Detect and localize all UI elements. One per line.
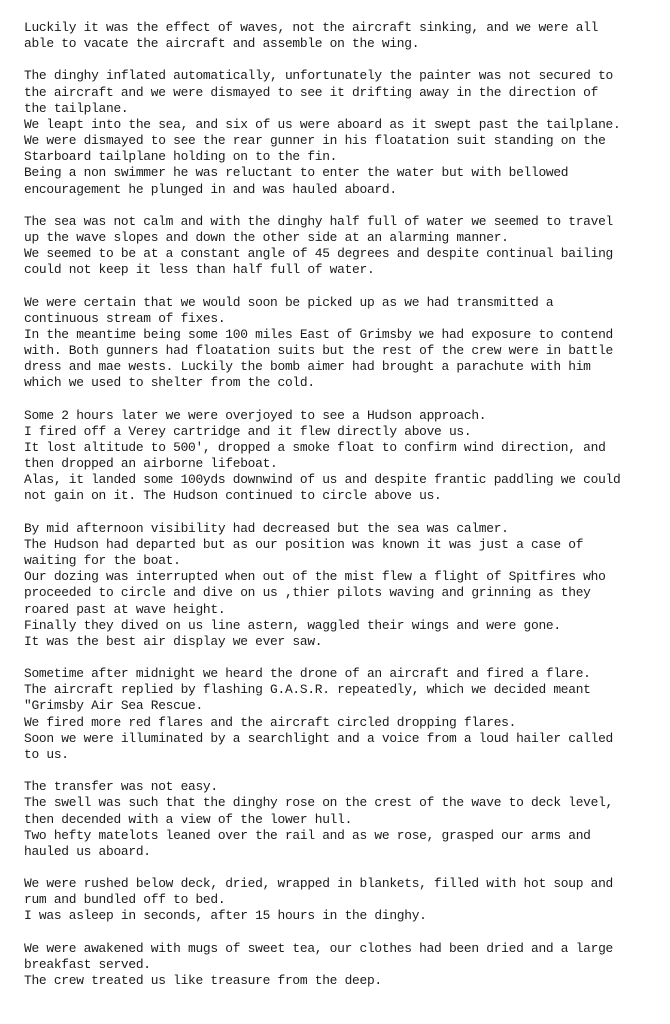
paragraph — [24, 214, 664, 279]
text-line: able to vacate the aircraft and assemble on the wing. — [24, 36, 420, 52]
text-line: encouragement he plunged in and was hauled aboard. — [24, 181, 397, 197]
text-line: proceeded to circle and dive on us ,thier pilots waving and grinning as they — [24, 585, 591, 601]
text-line: In the meantime being some 100 miles East of Grimsby we had exposure to contend — [24, 326, 613, 342]
text-line: which we used to shelter from the cold. — [24, 375, 315, 391]
text-line: with. Both gunners had floatation suits but the rest of the crew were in battle — [24, 343, 613, 359]
paragraph — [24, 521, 664, 650]
text-line: By mid afternoon visibility had decreased but the sea was calmer. — [24, 520, 509, 536]
text-line: waiting for the boat. — [24, 553, 181, 569]
text-line: We were dismayed to see the rear gunner in his floatation suit standing on the — [24, 133, 606, 149]
text-line: The swell was such that the dinghy rose on the crest of the wave to deck level, — [24, 795, 613, 811]
text-line: We were certain that we would soon be picked up as we had transmitted a — [24, 294, 554, 310]
text-line: The dinghy inflated automatically, unfortunately the painter was not secured to — [24, 68, 613, 84]
text-line: Some 2 hours later we were overjoyed to see a Hudson approach. — [24, 407, 487, 423]
text-line: rum and bundled off to bed. — [24, 892, 226, 908]
text-line: then dropped an airborne lifeboat. — [24, 456, 278, 472]
text-line: breakfast served. — [24, 956, 151, 972]
text-line: Soon we were illuminated by a searchlight and a voice from a loud hailer called — [24, 730, 613, 746]
paragraph — [24, 20, 664, 52]
paragraph — [24, 779, 664, 860]
text-line: the aircraft and we were dismayed to see it drifting away in the direction of — [24, 84, 599, 100]
text-line: We were rushed below deck, dried, wrapped in blankets, filled with hot soup and — [24, 876, 613, 892]
text-line: I fired off a Verey cartridge and it flew directly above us. — [24, 423, 472, 439]
text-line: The Hudson had departed but as our position was known it was just a case of — [24, 536, 584, 552]
text-line: could not keep it less than half full of water. — [24, 262, 375, 278]
text-line: Our dozing was interrupted when out of the mist flew a flight of Spitfires who — [24, 569, 606, 585]
text-line: We seemed to be at a constant angle of 45 degrees and despite continual bailing — [24, 246, 613, 262]
text-line: We leapt into the sea, and six of us were aboard as it swept past the tailplane. — [24, 116, 621, 132]
text-line: We fired more red flares and the aircraft circled dropping flares. — [24, 714, 517, 730]
text-line: to us. — [24, 746, 69, 762]
text-line: hauled us aboard. — [24, 843, 151, 859]
text-line: The aircraft replied by flashing G.A.S.R. repeatedly, which we decided meant — [24, 682, 591, 698]
paragraph — [24, 876, 664, 924]
text-line: up the wave slopes and down the other side at an alarming manner. — [24, 230, 509, 245]
text-line: then decended with a view of the lower hull. — [24, 811, 353, 827]
typed-document-page — [24, 20, 664, 1005]
text-line: Alas, it landed some 100yds downwind of us and despite frantic paddling we could — [24, 472, 621, 488]
paragraph — [24, 941, 664, 989]
paragraph — [24, 68, 664, 197]
text-line: The transfer was not easy. — [24, 779, 218, 795]
text-line: Finally they dived on us line astern, waggled their wings and were gone. — [24, 617, 561, 633]
paragraph — [24, 666, 664, 763]
text-line: It lost altitude to 500', dropped a smoke float to confirm wind direction, and — [24, 440, 606, 455]
text-line: dress and mae wests. Luckily the bomb aimer had brought a parachute with him — [24, 359, 591, 375]
text-line: roared past at wave height. — [24, 601, 226, 617]
text-line: We were awakened with mugs of sweet tea, our clothes had been dried and a large — [24, 940, 613, 956]
text-line: It was the best air display we ever saw. — [24, 633, 323, 649]
text-line: Luckily it was the effect of waves, not the aircraft sinking, and we were all — [24, 20, 599, 35]
text-line: continuous stream of fixes. — [24, 310, 226, 326]
text-line: The sea was not calm and with the dinghy half full of water we seemed to travel — [24, 213, 613, 229]
text-line: I was asleep in seconds, after 15 hours in the dinghy. — [24, 908, 427, 924]
text-line: the tailplane. — [24, 100, 129, 116]
paragraph — [24, 295, 664, 392]
paragraph — [24, 408, 664, 505]
text-line: Sometime after midnight we heard the drone of an aircraft and fired a flare. — [24, 666, 591, 682]
text-line: The crew treated us like treasure from the deep. — [24, 973, 382, 989]
text-line: "Grimsby Air Sea Rescue. — [24, 698, 203, 714]
text-line: Being a non swimmer he was reluctant to enter the water but with bellowed — [24, 165, 569, 181]
text-line: Two hefty matelots leaned over the rail and as we rose, grasped our arms and — [24, 827, 591, 843]
text-line: not gain on it. The Hudson continued to circle above us. — [24, 488, 442, 504]
text-line: Starboard tailplane holding on to the fin. — [24, 149, 338, 165]
